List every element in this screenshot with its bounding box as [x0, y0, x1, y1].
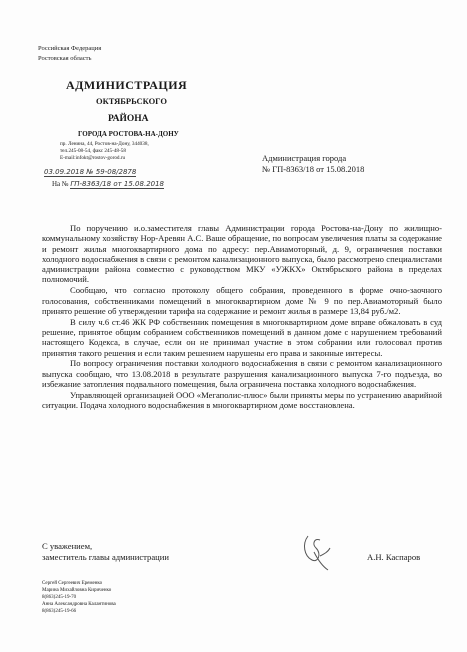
body-paragraph: Управляющей организацией ООО «Мегаполис-плюс» были приняты меры по устранению аварийной ситуации. Подача холодного водоснабжения в многоквартирном доме восстановлена.	[42, 389, 442, 411]
letterhead-region: Ростовская область	[38, 55, 92, 62]
contact-line: Сергей Сергеевич Еременко	[42, 581, 103, 586]
closing-position: заместитель главы администрации	[42, 552, 169, 562]
contacts-block	[42, 580, 116, 615]
addressee-line: Администрация города	[262, 153, 347, 163]
body-paragraph: В силу ч.6 ст.46 ЖК РФ собственник помещения в многоквартирном доме вправе обжаловать в суд решение, принятое общим собранием собственников помещений в данном доме с нарушением требований настоящего Кодекса, в случае, если он не принимал участие в этом собрании или голосовал против принятия такого решения и если таким решением нарушены его права и законные интересы.	[42, 316, 442, 358]
contact-line: 8(863)245-19-66	[42, 609, 77, 614]
body-paragraph: По вопросу ограничения поставки холодного водоснабжения в связи с ремонтом канализационного выпуска сообщаю, что 13.08.2018 в результате разрушения канализационного выпуска 7-го подъезда, во избежание затопления подвального помещения, была ограничена поставка холодного водоснабжения.	[42, 358, 442, 389]
letter-body	[42, 223, 442, 411]
letterhead-district: ОКТЯБРЬСКОГО	[96, 96, 167, 106]
outgoing-registration: 03.09.2018 № 59-08/2878	[44, 168, 137, 176]
address-line: E-mail:infokt@rostov-gorod.ru	[60, 155, 126, 161]
addressee-block	[262, 153, 462, 175]
handwritten-signature	[300, 530, 332, 572]
contact-line: 8(863)245-19-70	[42, 595, 77, 600]
address-line: тел.245-08-54, факс 245-48-58	[60, 148, 126, 154]
contact-line: Анна Александровна Калантинова	[42, 602, 116, 607]
contact-line: Марина Михайловна Кириченко	[42, 588, 112, 593]
incoming-reference	[52, 180, 164, 189]
letterhead-country: Российская Федерация	[38, 45, 102, 52]
incoming-reference-value: ГП-8363/18 от 15.08.2018	[70, 180, 165, 188]
body-paragraph: Сообщаю, что согласно протоколу общего собрания, проведенного в форме очно-заочного голосования, собственниками помещений в многоквартирном доме № 9 по пер.Авиамоторный было принято решение об утверждении тарифа на содержание и ремонт жилья в размере 13,84 руб./м2.	[42, 285, 442, 316]
body-paragraph: По поручению и.о.заместителя главы Администрации города Ростова-на-Дону по жилищно-коммунальному хозяйству Нор-Аревян А.С. Ваше обращение, по вопросам увеличения платы за содержание и ремонт жилья многоквартирного дома по адресу: пер.Авиамоторный, д. 9, ограничения поставки холодного водоснабжения в связи с ремонтом канализационного выпуска, было рассмотрено специалистами администрации района совместно с руководством МКУ «УЖКХ» Октябрьского района в пределах полномочий.	[42, 223, 442, 285]
letterhead-title: АДМИНИСТРАЦИЯ	[66, 78, 188, 92]
letterhead-rayon: РАЙОНА	[108, 114, 149, 124]
addressee-line: № ГП-8363/18 от 15.08.2018	[262, 164, 365, 174]
letterhead-address	[60, 141, 170, 162]
address-line: пр. Ленина, 44, Ростов-на-Дону, 344038,	[60, 141, 149, 147]
closing-salutation: С уважением,	[42, 541, 93, 551]
signer-name: А.Н. Каспаров	[367, 552, 421, 562]
incoming-reference-prefix: На №	[52, 180, 69, 188]
letterhead-city: ГОРОДА РОСТОВА-НА-ДОНУ	[78, 130, 179, 138]
closing-block	[42, 541, 169, 563]
